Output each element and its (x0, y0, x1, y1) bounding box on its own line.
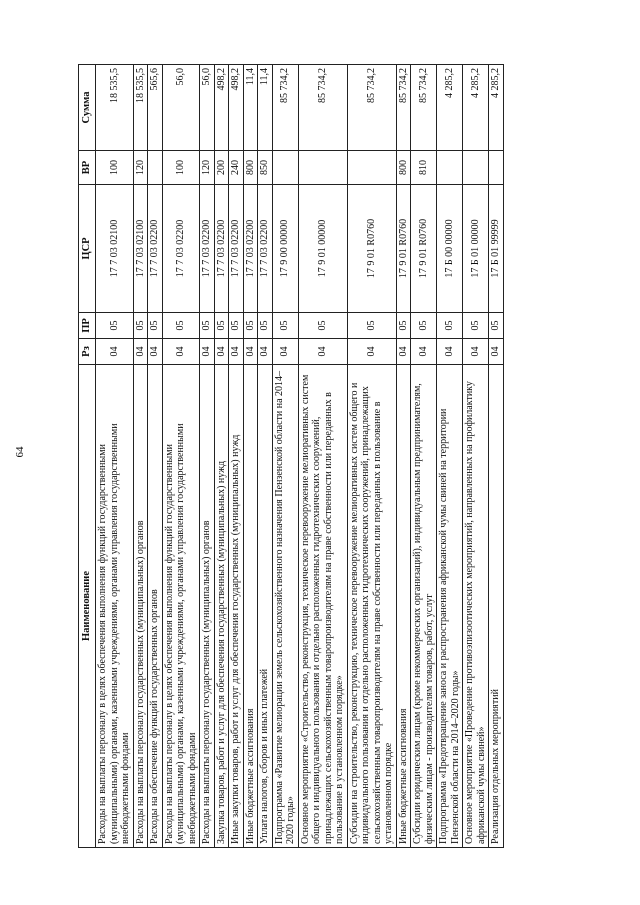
cell-name: Реализация отдельных мероприятий (489, 365, 504, 848)
table-row (347, 65, 396, 848)
table-row (162, 65, 200, 848)
cell-csr: 17 9 00 00000 (272, 185, 298, 313)
header-csr: ЦСР (79, 185, 96, 313)
cell-pr: 05 (133, 313, 148, 339)
header-sum: Сумма (79, 65, 96, 151)
cell-csr: 17 9 01 R0760 (411, 185, 437, 313)
cell-rz: 04 (162, 339, 200, 365)
cell-csr: 17 7 03 02200 (214, 185, 229, 313)
table-row (272, 65, 298, 848)
cell-csr: 17 Б 01 99999 (489, 185, 504, 313)
rotated-table-wrapper (78, 65, 578, 848)
cell-name: Подпрограмма «Развитие мелиорации земель сельскохозяйственного назначения Пензенской области на 2014–2020 годы» (272, 365, 298, 848)
cell-pr: 05 (162, 313, 200, 339)
header-row (79, 65, 96, 848)
cell-vr (272, 151, 298, 185)
cell-csr: 17 7 03 02200 (229, 185, 244, 313)
cell-csr: 17 Б 00 00000 (437, 185, 463, 313)
cell-csr: 17 7 03 02200 (243, 185, 258, 313)
cell-csr: 17 7 03 02100 (96, 185, 134, 313)
cell-csr: 17 7 03 02100 (133, 185, 148, 313)
cell-csr: 17 9 01 00000 (298, 185, 347, 313)
cell-pr: 05 (347, 313, 396, 339)
table-row (258, 65, 273, 848)
cell-csr: 17 7 03 02200 (148, 185, 163, 313)
cell-name: Уплата налогов, сборов и иных платежей (258, 365, 273, 848)
table-row (489, 65, 504, 848)
cell-csr: 17 9 01 R0760 (347, 185, 396, 313)
table-row (298, 65, 347, 848)
cell-rz: 04 (200, 339, 215, 365)
cell-sum: 85 734,2 (411, 65, 437, 151)
cell-name: Основное мероприятие «Строительство, реконструкция, техническое перевооружение мелиоративных систем общего и индивидуального пользования и отдельно расположенных гидротехнических сооружений, принадлежащих сельскохозяйственным товаропроизводителям на праве собственности или переданных в пользование в установленном порядке» (298, 365, 347, 848)
table-header (79, 65, 96, 848)
cell-sum: 4 285,2 (489, 65, 504, 151)
cell-sum: 498,2 (214, 65, 229, 151)
cell-sum: 85 734,2 (396, 65, 411, 151)
cell-pr: 05 (258, 313, 273, 339)
cell-name: Иные бюджетные ассигнования (396, 365, 411, 848)
cell-rz: 04 (229, 339, 244, 365)
cell-sum: 4 285,2 (437, 65, 463, 151)
cell-vr: 100 (162, 151, 200, 185)
cell-pr: 05 (489, 313, 504, 339)
cell-rz: 04 (214, 339, 229, 365)
cell-sum: 565,6 (148, 65, 163, 151)
table-row (396, 65, 411, 848)
cell-vr: 120 (200, 151, 215, 185)
cell-vr (347, 151, 396, 185)
cell-csr: 17 7 03 02200 (200, 185, 215, 313)
cell-sum: 56,0 (162, 65, 200, 151)
cell-vr: 850 (258, 151, 273, 185)
cell-name: Расходы на выплаты персоналу в целях обеспечения выполнения функций государственными (муниципальными) органами, казенными учреждениями, органами управления государственными внебюджетными фондами (96, 365, 134, 848)
cell-vr: 800 (396, 151, 411, 185)
cell-sum: 11,4 (258, 65, 273, 151)
cell-pr: 05 (272, 313, 298, 339)
cell-name: Иные бюджетные ассигнования (243, 365, 258, 848)
cell-pr: 05 (396, 313, 411, 339)
header-rz: Рз (79, 339, 96, 365)
cell-name: Субсидии юридическим лицам (кроме некоммерческих организаций), индивидуальным предпринимателям, физическим лицам - производителям товаров, работ, услуг (411, 365, 437, 848)
cell-csr: 17 Б 01 00000 (463, 185, 489, 313)
table-row (411, 65, 437, 848)
cell-sum: 4 285,2 (463, 65, 489, 151)
table-body (96, 65, 504, 848)
cell-sum: 85 734,2 (272, 65, 298, 151)
cell-name: Расходы на обеспечение функций государственных органов (148, 365, 163, 848)
cell-sum: 56,0 (200, 65, 215, 151)
cell-pr: 05 (96, 313, 134, 339)
cell-pr: 05 (229, 313, 244, 339)
table-row (200, 65, 215, 848)
cell-pr: 05 (200, 313, 215, 339)
cell-name: Расходы на выплаты персоналу государственных (муниципальных) органов (200, 365, 215, 848)
cell-name: Иные закупки товаров, работ и услуг для обеспечения государственных (муниципальных) нужд (229, 365, 244, 848)
cell-rz: 04 (258, 339, 273, 365)
cell-name: Закупка товаров, работ и услуг для обеспечения государственных (муниципальных) нужд (214, 365, 229, 848)
table-row (437, 65, 463, 848)
cell-vr: 100 (96, 151, 134, 185)
cell-pr: 05 (298, 313, 347, 339)
table-row (214, 65, 229, 848)
table-row (148, 65, 163, 848)
cell-rz: 04 (96, 339, 134, 365)
table-row (133, 65, 148, 848)
cell-sum: 85 734,2 (347, 65, 396, 151)
cell-csr: 17 7 03 02200 (258, 185, 273, 313)
cell-pr: 05 (214, 313, 229, 339)
cell-rz: 04 (347, 339, 396, 365)
cell-name: Основное мероприятие «Проведение противоэпизоотических мероприятий, направленных на профилактику африканской чумы свиней» (463, 365, 489, 848)
cell-vr (298, 151, 347, 185)
header-name: Наименование (79, 365, 96, 848)
cell-csr: 17 7 03 02200 (162, 185, 200, 313)
table-row (229, 65, 244, 848)
budget-table (78, 64, 504, 848)
cell-name: Субсидии на строительство, реконструкцию, техническое перевооружение мелиоративных систем общего и индивидуального пользования и отдельно расположенных гидротехнических сооружений, принадлежащих сельскохозяйственным товаропроизводителям на праве собственности или переданных в пользование в установленном порядке (347, 365, 396, 848)
cell-pr: 05 (437, 313, 463, 339)
cell-csr: 17 9 01 R0760 (396, 185, 411, 313)
cell-sum: 498,2 (229, 65, 244, 151)
cell-pr: 05 (411, 313, 437, 339)
cell-sum: 11,4 (243, 65, 258, 151)
cell-vr: 800 (243, 151, 258, 185)
cell-sum: 85 734,2 (298, 65, 347, 151)
header-vr: ВР (79, 151, 96, 185)
cell-sum: 18 535,5 (96, 65, 134, 151)
cell-rz: 04 (272, 339, 298, 365)
cell-rz: 04 (463, 339, 489, 365)
cell-pr: 05 (148, 313, 163, 339)
page-number: 64 (14, 446, 26, 458)
cell-rz: 04 (148, 339, 163, 365)
cell-rz: 04 (411, 339, 437, 365)
cell-name: Расходы на выплаты персоналу в целях обеспечения выполнения функций государственными (муниципальными) органами, казенными учреждениями, органами управления государственными внебюджетными фондами (162, 365, 200, 848)
cell-name: Расходы на выплаты персоналу государственных (муниципальных) органов (133, 365, 148, 848)
header-pr: ПР (79, 313, 96, 339)
cell-rz: 04 (298, 339, 347, 365)
cell-rz: 04 (133, 339, 148, 365)
cell-name: Подпрограмма «Предотвращение заноса и распространения африканской чумы свиней на территории Пензенской области на 2014–2020 годы» (437, 365, 463, 848)
cell-vr: 120 (133, 151, 148, 185)
table-row (96, 65, 134, 848)
cell-pr: 05 (243, 313, 258, 339)
cell-rz: 04 (396, 339, 411, 365)
cell-vr: 200 (214, 151, 229, 185)
cell-rz: 04 (489, 339, 504, 365)
cell-vr (148, 151, 163, 185)
cell-rz: 04 (243, 339, 258, 365)
cell-pr: 05 (463, 313, 489, 339)
cell-vr (463, 151, 489, 185)
cell-vr: 810 (411, 151, 437, 185)
cell-vr (437, 151, 463, 185)
cell-vr: 240 (229, 151, 244, 185)
table-row (463, 65, 489, 848)
cell-sum: 18 535,5 (133, 65, 148, 151)
cell-rz: 04 (437, 339, 463, 365)
cell-vr (489, 151, 504, 185)
table-row (243, 65, 258, 848)
